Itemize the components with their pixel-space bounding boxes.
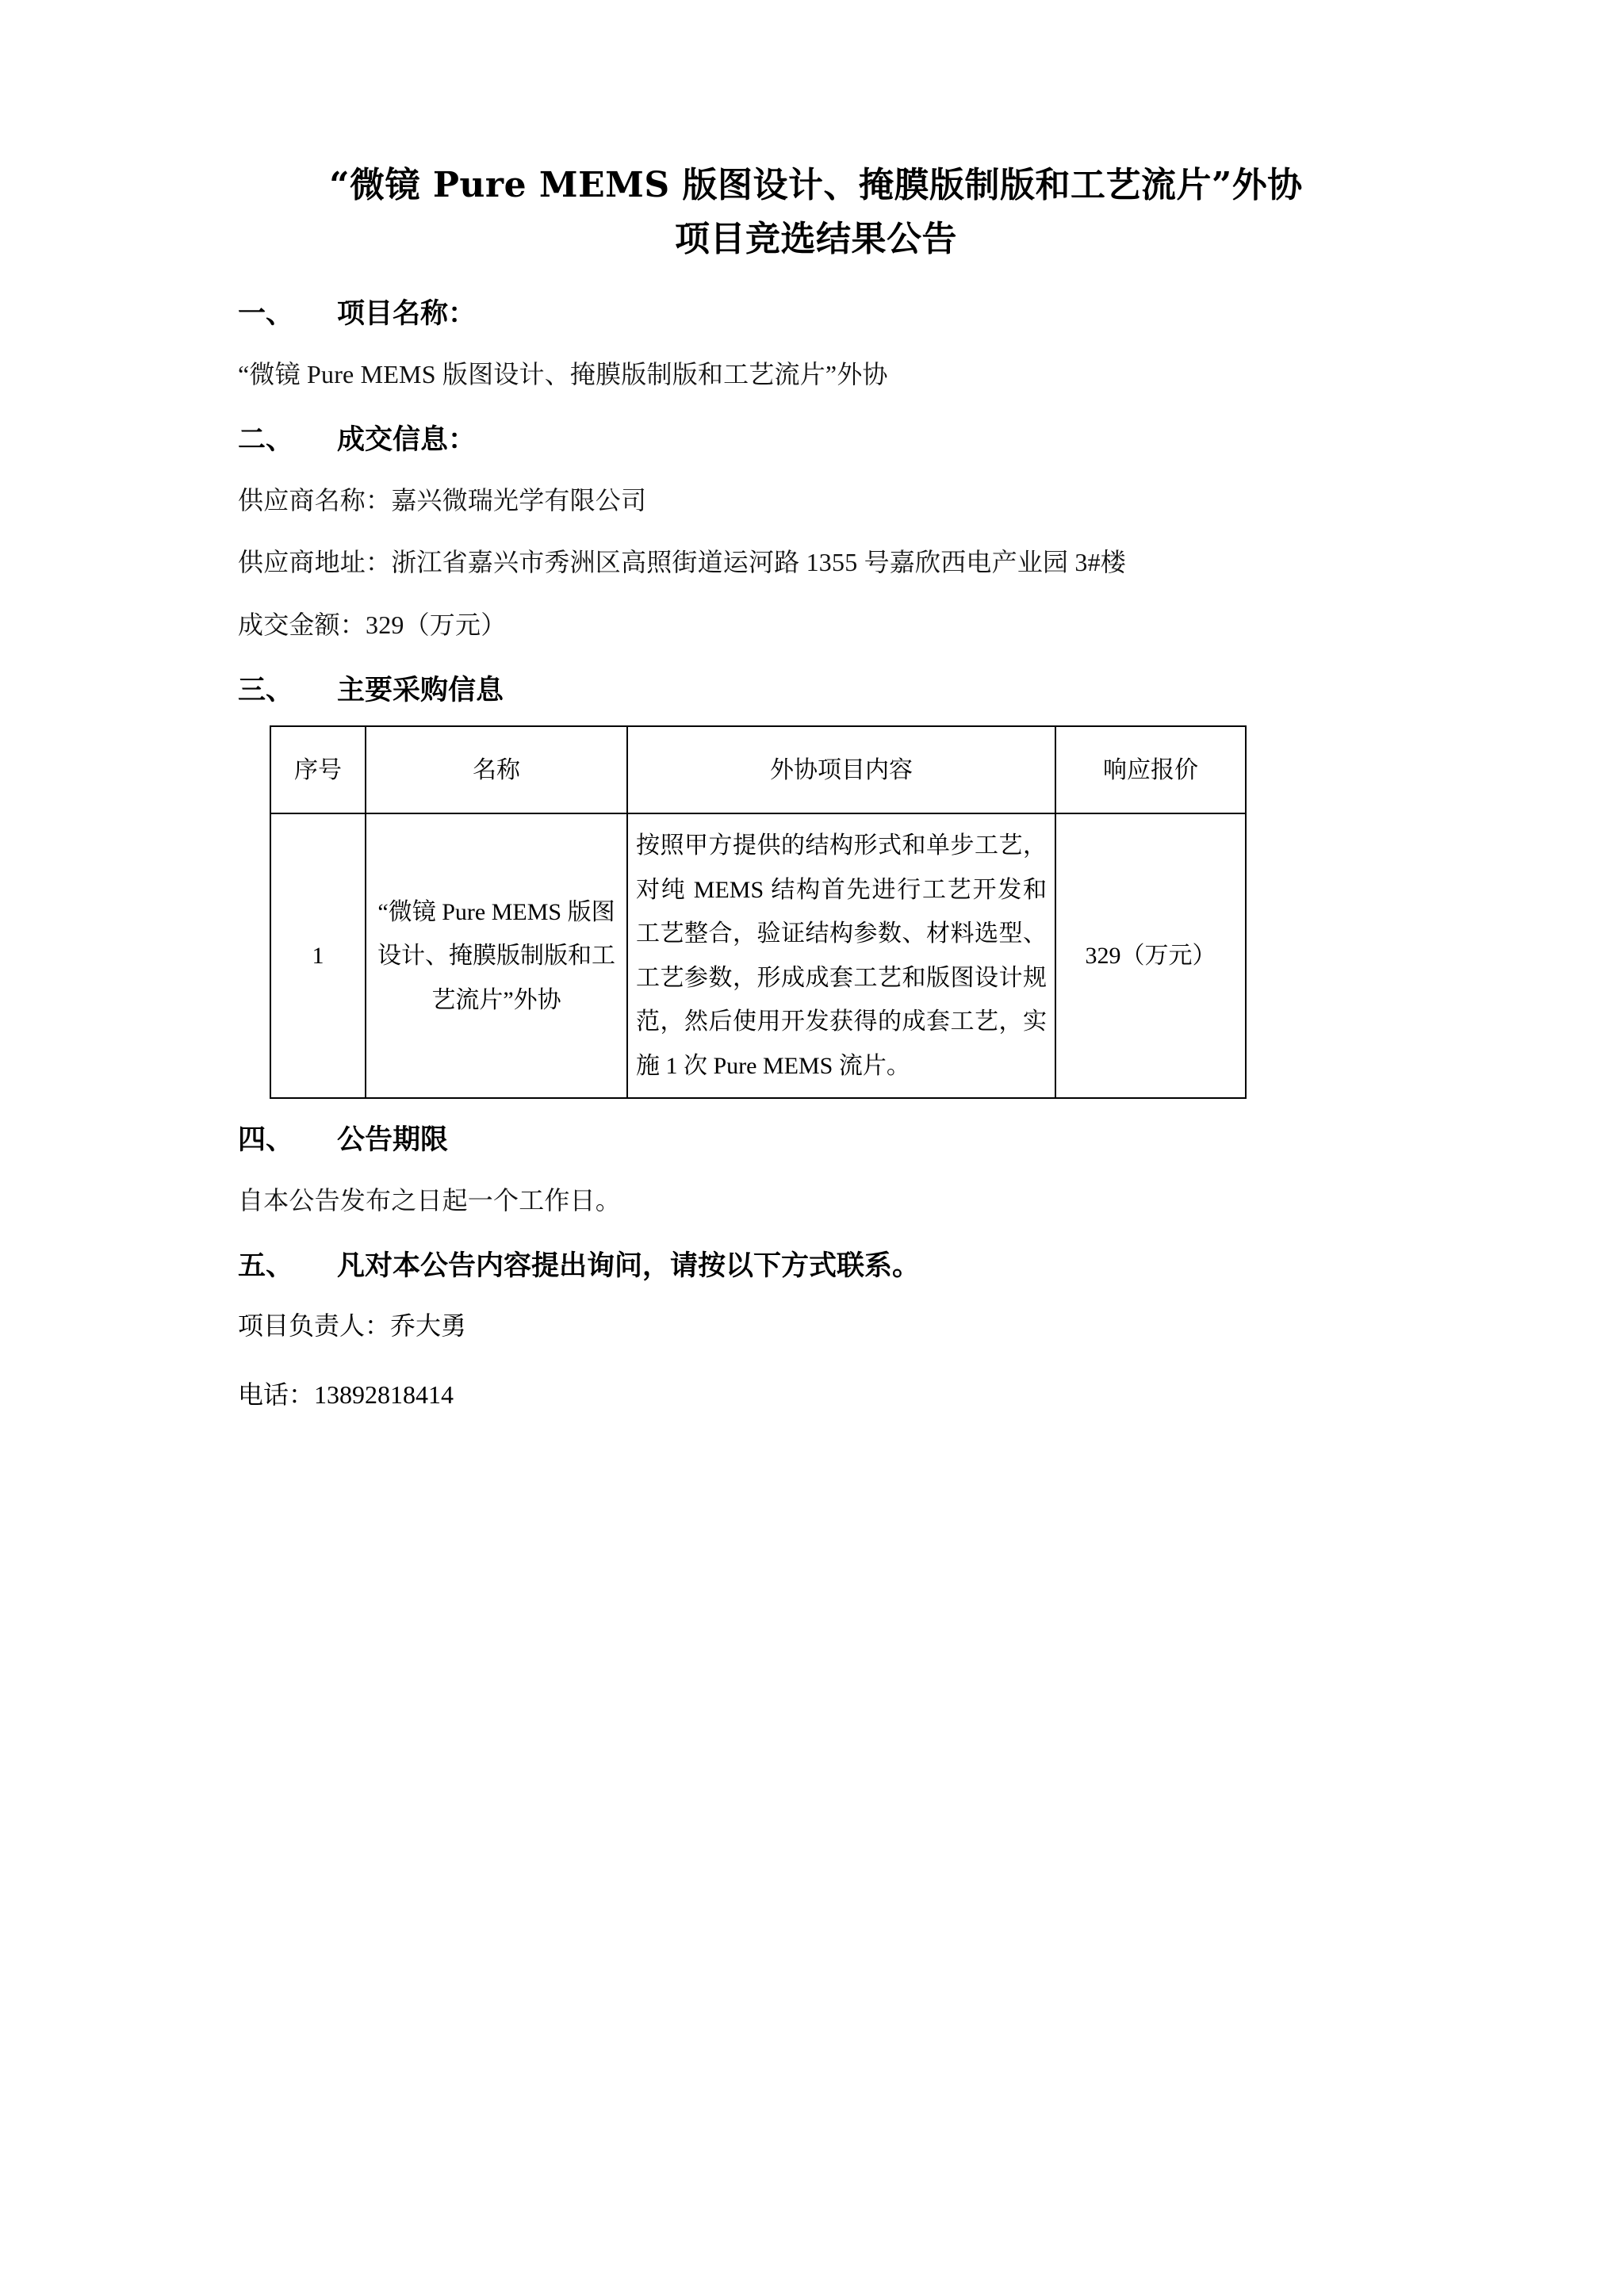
procurement-table — [270, 725, 1247, 1099]
section-number-4: 四、 — [238, 1123, 294, 1157]
section-number-2: 二、 — [238, 423, 294, 457]
section-number-5: 五、 — [238, 1249, 294, 1283]
table-header-row — [270, 726, 1246, 813]
table-row — [270, 813, 1246, 1098]
section-heading-4 — [238, 1119, 1394, 1161]
section-heading-2 — [238, 419, 1394, 461]
project-manager-text: 项目负责人：乔大勇 — [238, 1311, 467, 1340]
supplier-name-text: 供应商名称：嘉兴微瑞光学有限公司 — [238, 485, 647, 515]
contact-phone-text: 电话：13892818414 — [238, 1380, 454, 1409]
table-header-price: 响应报价 — [1055, 726, 1246, 813]
section-title-5: 凡对本公告内容提出询问，请按以下方式联系。 — [337, 1249, 921, 1283]
procurement-table-wrapper — [270, 725, 1245, 1099]
section-heading-1 — [238, 293, 1394, 335]
table-cell-no: 1 — [270, 813, 366, 1098]
section-number-3: 三、 — [238, 673, 294, 706]
table-cell-price: 329（万元） — [1055, 813, 1246, 1098]
page-title — [238, 159, 1394, 266]
table-header-no: 序号 — [270, 726, 366, 813]
section-title-2: 成交信息： — [337, 423, 477, 457]
table-header-name: 名称 — [366, 726, 627, 813]
section-title-3: 主要采购信息 — [337, 673, 504, 706]
table-cell-content: 按照甲方提供的结构形式和单步工艺，对纯 MEMS 结构首先进行工艺开发和工艺整合，验证结构参数、材料选型、工艺参数，形成成套工艺和版图设计规范，然后使用开发获得的成套工艺，实施 1 次 Pure MEMS 流片。 — [627, 813, 1055, 1098]
project-name-text: “微镜 Pure MEMS 版图设计、掩膜版制版和工艺流片”外协 — [238, 359, 888, 388]
table-header-content: 外协项目内容 — [627, 726, 1055, 813]
section-heading-5 — [238, 1246, 1394, 1288]
section-number-1: 一、 — [238, 297, 294, 331]
section-heading-3 — [238, 670, 1394, 712]
supplier-address-text: 供应商地址：浙江省嘉兴市秀洲区高照街道运河路 1355 号嘉欣西电产业园 3#楼 — [238, 548, 1127, 577]
section-title-4: 公告期限 — [337, 1123, 449, 1157]
notice-period-text: 自本公告发布之日起一个工作日。 — [238, 1185, 622, 1215]
deal-amount-text: 成交金额：329（万元） — [238, 610, 507, 639]
page-title-line2: 项目竞选结果公告 — [675, 219, 957, 260]
section-title-1: 项目名称： — [337, 297, 477, 331]
page-title-line1: “微镜 Pure MEMS 版图设计、掩膜版制版和工艺流片”外协 — [329, 165, 1303, 205]
table-cell-name: “微镜 Pure MEMS 版图设计、掩膜版制版和工艺流片”外协 — [366, 813, 627, 1098]
